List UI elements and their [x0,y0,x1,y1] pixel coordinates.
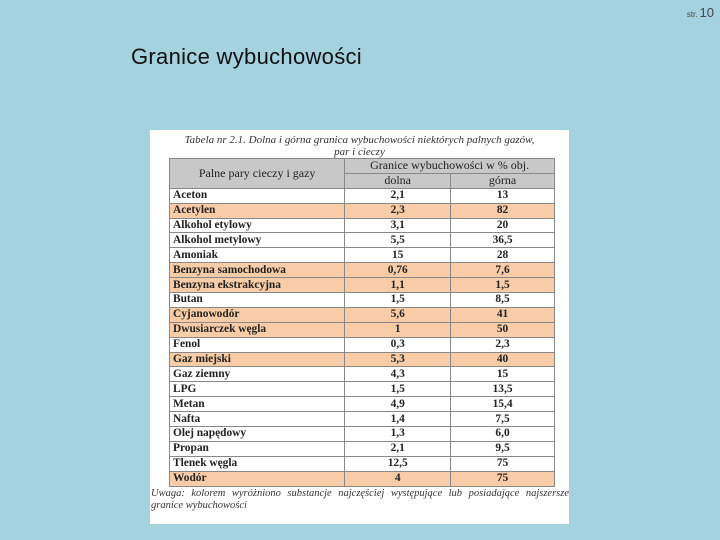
table-row [170,427,555,442]
table-row [170,278,555,293]
table-row [170,367,555,382]
page-number-value: 10 [699,5,714,20]
table-row [170,307,555,322]
table-caption [150,130,569,158]
table-image [150,130,569,524]
table-body [170,188,555,486]
row-substance-name: Propan [170,441,345,456]
row-substance-name: Nafta [170,412,345,427]
row-upper-limit: 20 [451,218,555,233]
table-row [170,382,555,397]
row-upper-limit: 9,5 [451,441,555,456]
row-lower-limit: 1,1 [345,278,451,293]
row-lower-limit: 1,5 [345,382,451,397]
row-upper-limit: 40 [451,352,555,367]
row-lower-limit: 1,5 [345,293,451,308]
table-row [170,218,555,233]
row-upper-limit: 15 [451,367,555,382]
row-lower-limit: 5,6 [345,307,451,322]
row-substance-name: Wodór [170,471,345,486]
row-lower-limit: 0,3 [345,337,451,352]
slide-title: Granice wybuchowości [131,44,362,69]
row-substance-name: Olej napędowy [170,427,345,442]
row-lower-limit: 1 [345,322,451,337]
row-lower-limit: 12,5 [345,456,451,471]
page-number [687,4,714,22]
page-number-label: str. [686,10,698,19]
header-limits-group: Granice wybuchowości w % obj. [345,159,555,174]
row-upper-limit: 6,0 [451,427,555,442]
header-upper: górna [451,173,555,188]
row-substance-name: Butan [170,293,345,308]
row-substance-name: Alkohol etylowy [170,218,345,233]
table-row [170,188,555,203]
row-lower-limit: 2,1 [345,188,451,203]
row-upper-limit: 82 [451,203,555,218]
table-row [170,203,555,218]
row-substance-name: Tlenek węgla [170,456,345,471]
row-substance-name: LPG [170,382,345,397]
table-row [170,471,555,486]
row-lower-limit: 0,76 [345,263,451,278]
row-substance-name: Gaz ziemny [170,367,345,382]
row-substance-name: Benzyna samochodowa [170,263,345,278]
row-upper-limit: 75 [451,456,555,471]
row-substance-name: Metan [170,397,345,412]
row-lower-limit: 1,4 [345,412,451,427]
header-lower: dolna [345,173,451,188]
row-lower-limit: 2,3 [345,203,451,218]
row-lower-limit: 15 [345,248,451,263]
row-upper-limit: 36,5 [451,233,555,248]
row-substance-name: Gaz miejski [170,352,345,367]
row-upper-limit: 2,3 [451,337,555,352]
row-upper-limit: 28 [451,248,555,263]
row-substance-name: Alkohol metylowy [170,233,345,248]
table-note: Uwaga: kolorem wyróżniono substancje najczęściej występujące lub posiadające najszersze granice wybuchowości [151,487,569,511]
row-lower-limit: 4,9 [345,397,451,412]
table-row [170,263,555,278]
row-lower-limit: 1,3 [345,427,451,442]
caption-line-2: par i cieczy [334,146,385,158]
table-row [170,322,555,337]
row-upper-limit: 50 [451,322,555,337]
row-upper-limit: 7,6 [451,263,555,278]
row-upper-limit: 15,4 [451,397,555,412]
row-upper-limit: 13 [451,188,555,203]
table-row [170,337,555,352]
row-upper-limit: 13,5 [451,382,555,397]
table-row [170,397,555,412]
row-lower-limit: 5,3 [345,352,451,367]
table-row [170,352,555,367]
row-upper-limit: 1,5 [451,278,555,293]
row-substance-name: Acetylen [170,203,345,218]
header-substance: Palne pary cieczy i gazy [170,159,345,189]
table-row [170,293,555,308]
explosion-limits-table [169,158,555,487]
row-substance-name: Cyjanowodór [170,307,345,322]
row-lower-limit: 3,1 [345,218,451,233]
row-lower-limit: 4 [345,471,451,486]
table-row [170,248,555,263]
table-row [170,233,555,248]
row-upper-limit: 8,5 [451,293,555,308]
table-row [170,441,555,456]
table-row [170,456,555,471]
row-upper-limit: 75 [451,471,555,486]
row-substance-name: Fenol [170,337,345,352]
row-substance-name: Benzyna ekstrakcyjna [170,278,345,293]
caption-line-1: Tabela nr 2.1. Dolna i górna granica wybuchowości niektórych palnych gazów, [184,134,535,146]
row-lower-limit: 5,5 [345,233,451,248]
row-substance-name: Aceton [170,188,345,203]
row-upper-limit: 41 [451,307,555,322]
table-row [170,412,555,427]
row-lower-limit: 2,1 [345,441,451,456]
row-lower-limit: 4,3 [345,367,451,382]
row-upper-limit: 7,5 [451,412,555,427]
row-substance-name: Amoniak [170,248,345,263]
row-substance-name: Dwusiarczek węgla [170,322,345,337]
